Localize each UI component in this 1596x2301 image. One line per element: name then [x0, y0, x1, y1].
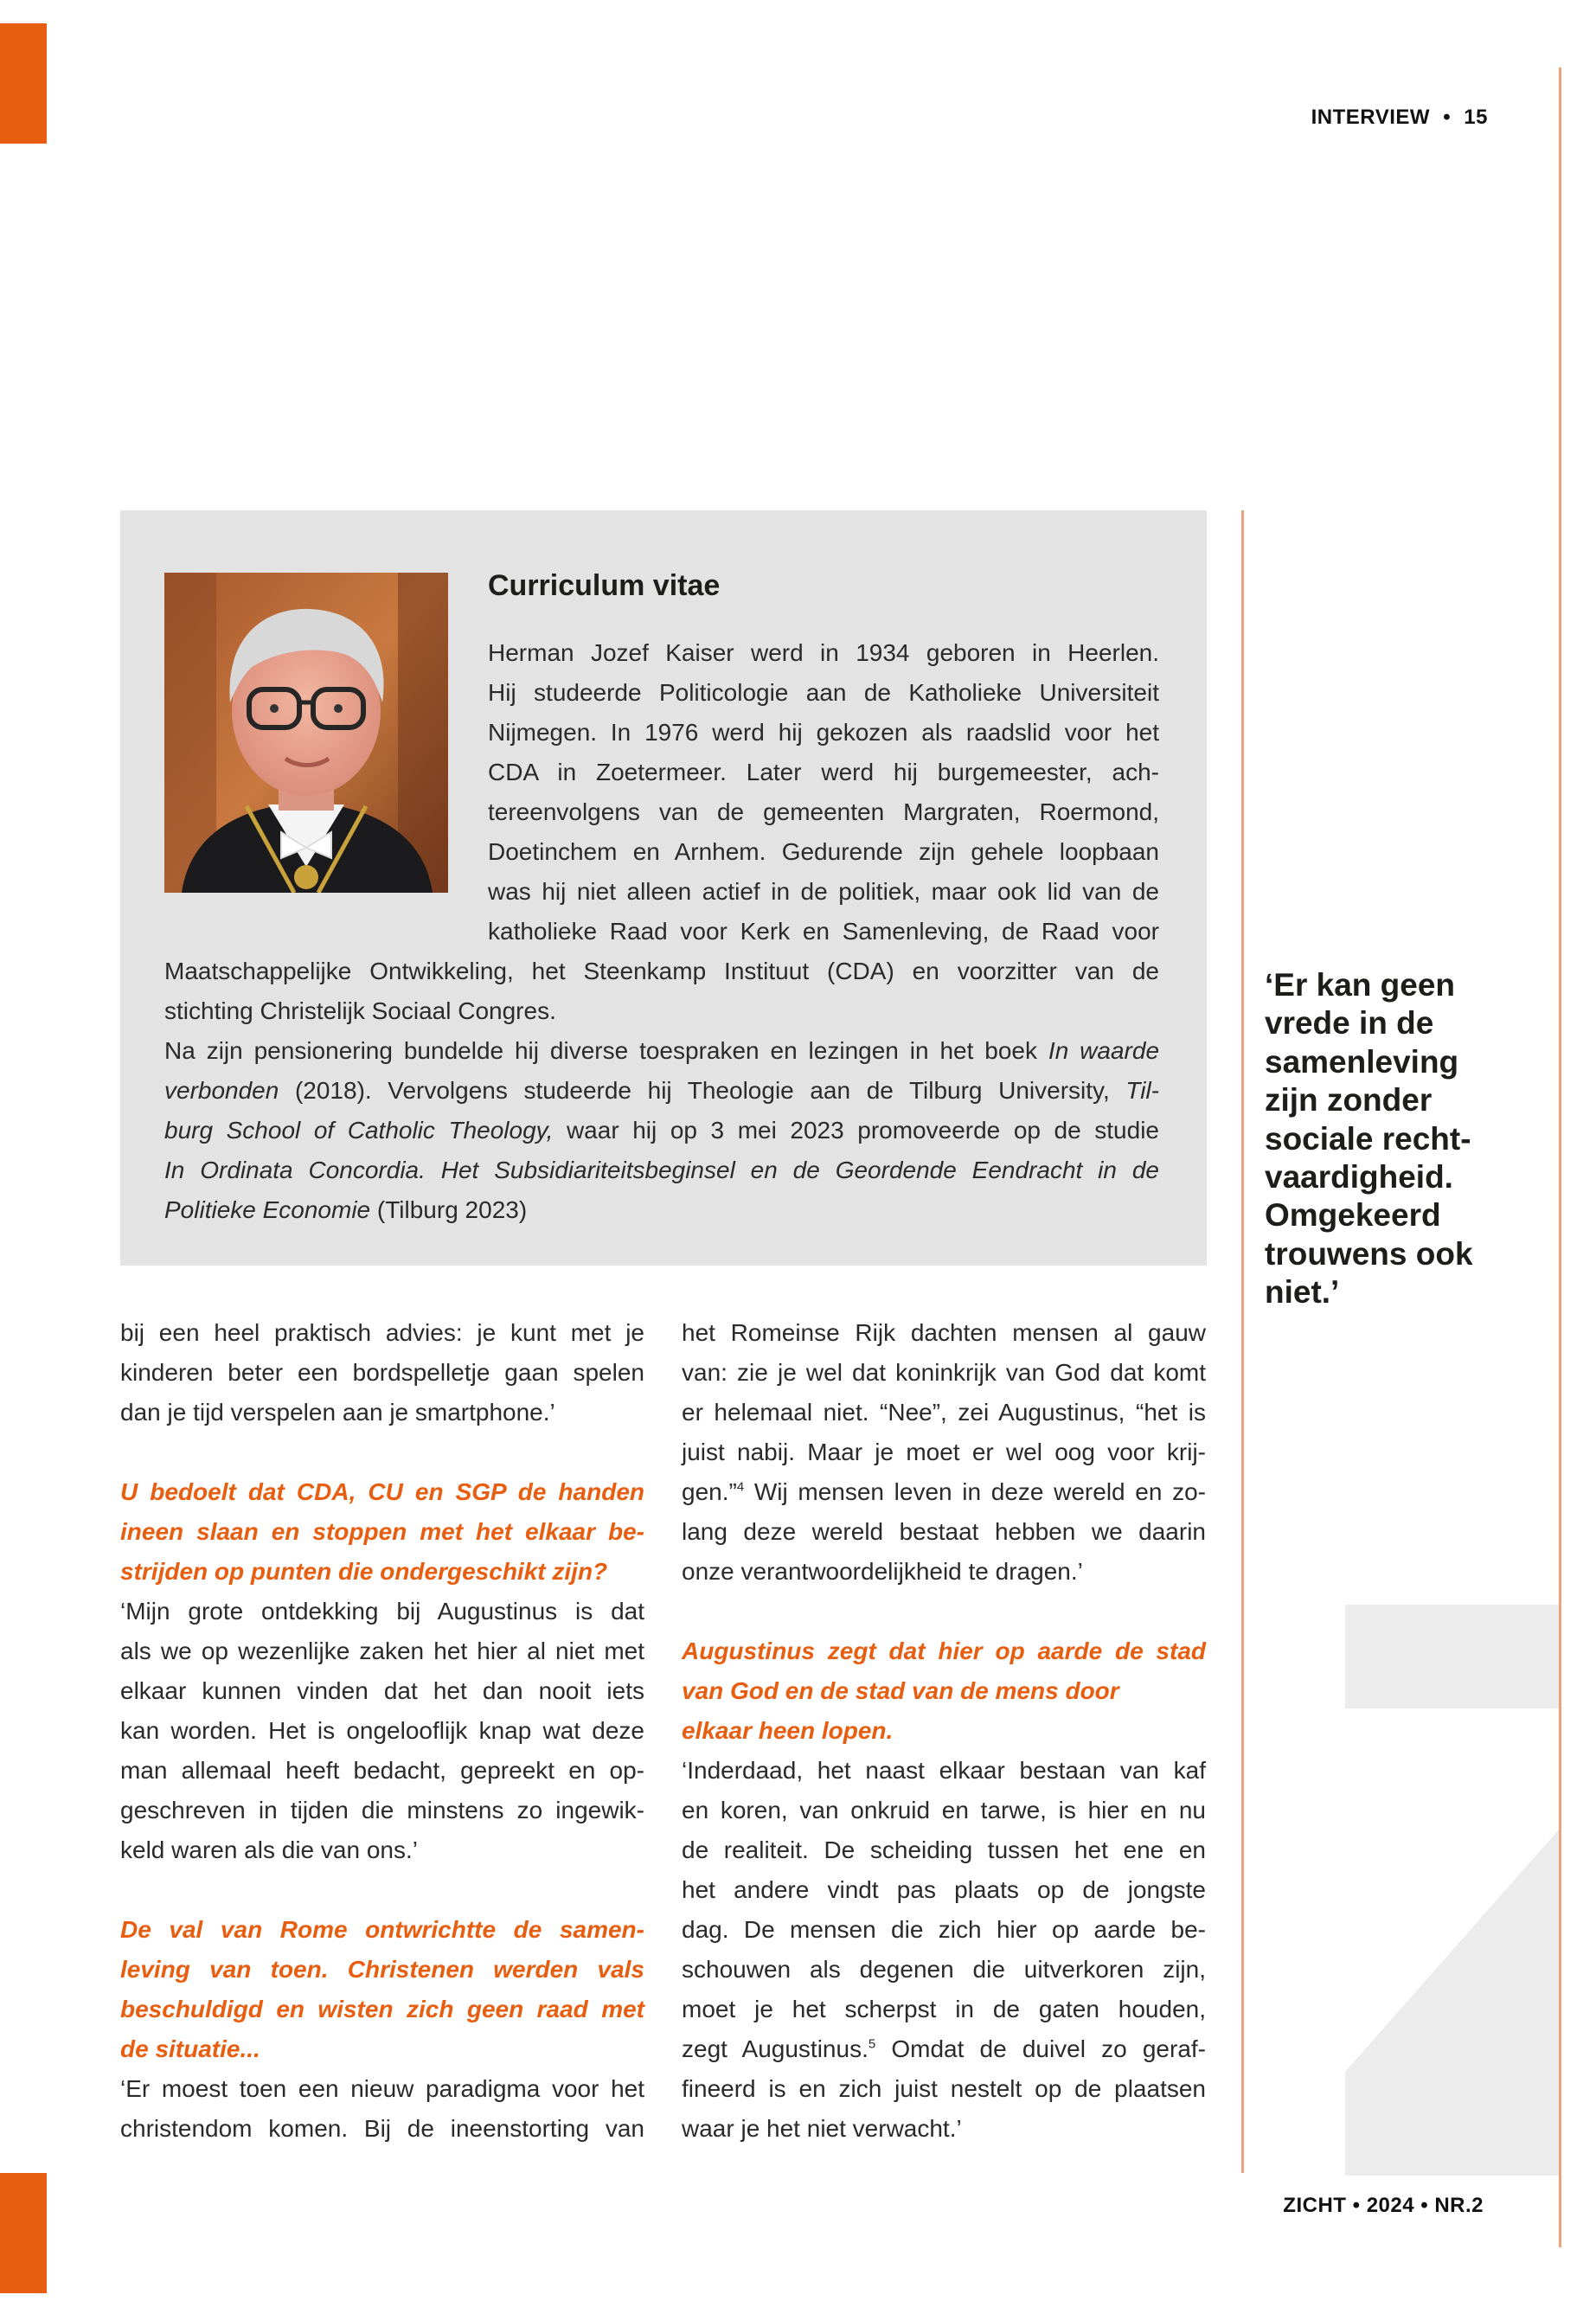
question-line: U bedoelt dat CDA, CU en SGP de handen	[120, 1478, 644, 1505]
body-line: ‘Inderdaad, het naast elkaar bestaan van kaf	[682, 1757, 1206, 1784]
cv-line	[164, 1071, 1159, 1111]
column-left	[120, 1313, 644, 2149]
body-line: kinderen beter een bordspelletje gaan spelen	[120, 1359, 644, 1386]
question-line: beschuldigd en wisten zich geen raad met	[120, 1996, 644, 2022]
cv-title: Curriculum vitae	[488, 569, 721, 602]
body-line: onze verantwoordelijkheid te dragen.’	[682, 1558, 1083, 1585]
corner-bar-top	[0, 23, 47, 144]
portrait-photo	[164, 573, 448, 893]
portrait-illustration	[164, 573, 448, 893]
book-title: verbonden	[164, 1077, 279, 1104]
pull-quote-line: zijn zonder	[1265, 1082, 1433, 1118]
cv-text-run: (Tilburg 2023)	[370, 1196, 528, 1223]
pull-quote-line: vrede in de	[1265, 1005, 1434, 1042]
footnote-ref[interactable]: 5	[868, 2036, 876, 2052]
body-text-run: Wij mensen leven in deze wereld en zo-	[744, 1478, 1206, 1505]
body-line: ‘Mijn grote ontdekking bij Augustinus is dat	[120, 1598, 644, 1625]
cv-line: Maatschappelijke Ontwikkeling, het Steenkamp Instituut (CDA) en voorzitter van de	[164, 958, 1159, 984]
body-text-run: gen.”	[682, 1478, 737, 1505]
pull-quote-line: niet.’	[1265, 1274, 1340, 1311]
body-line: moet je het scherpst in de gaten houden,	[682, 1996, 1206, 2022]
separator-dot: •	[1443, 106, 1452, 129]
body-line: en koren, van onkruid en tarwe, is hier en nu	[682, 1797, 1206, 1823]
body-line: geschreven in tijden die minstens zo ingewik-	[120, 1797, 644, 1823]
column-right	[682, 1313, 1206, 2149]
body-line: de realiteit. De scheiding tussen het ene en	[682, 1836, 1206, 1863]
question-line: ineen slaan en stoppen met het elkaar be-	[120, 1518, 644, 1545]
pull-quote	[1265, 966, 1524, 1312]
body-line: ‘Er moest toen een nieuw paradigma voor het	[120, 2075, 644, 2102]
school-name: burg School of Catholic Theology,	[164, 1117, 554, 1144]
body-line: bij een heel praktisch advies: je kunt met je	[120, 1319, 644, 1346]
cv-line: Doetinchem en Arnhem. Gedurende zijn gehele loopbaan	[488, 838, 1159, 865]
body-line: man allemaal heeft bedacht, gepreekt en op-	[120, 1757, 644, 1784]
corner-bar-bottom	[0, 2173, 47, 2293]
cv-line: stichting Christelijk Sociaal Congres.	[164, 997, 556, 1024]
cv-line: Hij studeerde Politicologie aan de Katholieke Universiteit	[488, 679, 1159, 706]
cv-text-run: (2018). Vervolgens studeerde hij Theologie aan de Tilburg University,	[279, 1077, 1126, 1104]
section-label: INTERVIEW	[1311, 106, 1431, 129]
question-line: de situatie...	[120, 2035, 260, 2062]
question-line: van God en de stad van de mens door	[682, 1677, 1119, 1704]
pull-quote-line: ‘Er kan geen	[1265, 967, 1456, 1003]
body-line: er helemaal niet. “Nee”, zei Augustinus, “het is	[682, 1399, 1206, 1426]
body-line: schouwen als degenen die uitverkoren zijn,	[682, 1956, 1206, 1983]
body-text-run: Omdat de duivel zo geraf-	[875, 2035, 1206, 2062]
body-line	[682, 1472, 1206, 1512]
body-line: lang deze wereld bestaat hebben we daarin	[682, 1518, 1206, 1545]
pull-quote-line: vaardigheid.	[1265, 1159, 1453, 1195]
cv-line	[164, 1031, 1159, 1071]
pull-quote-line: Omgekeerd	[1265, 1197, 1441, 1234]
running-foot: ZICHT • 2024 • NR.2	[1283, 2194, 1484, 2217]
body-line: het Romeinse Rijk dachten mensen al gauw	[682, 1319, 1206, 1346]
dissertation-title: Politieke Economie	[164, 1196, 371, 1223]
cv-line	[164, 1150, 1159, 1190]
cv-line: was hij niet alleen actief in de politiek, maar ook lid van de	[488, 878, 1159, 905]
paragraph-gap	[120, 1433, 644, 1472]
cv-line: katholieke Raad voor Kerk en Samenleving, de Raad voor	[488, 918, 1159, 945]
body-line: keld waren als die van ons.’	[120, 1836, 418, 1863]
right-margin-rule	[1559, 67, 1561, 2247]
paragraph-gap	[120, 1870, 644, 1910]
cv-line	[164, 1111, 1159, 1150]
body-line: elkaar kunnen vinden dat het dan nooit iets	[120, 1677, 644, 1704]
body-line: christendom komen. Bij de ineenstorting van	[120, 2115, 644, 2142]
body-line: het andere vindt pas plaats op de jongste	[682, 1876, 1206, 1903]
body-line: kan worden. Het is ongelooflijk knap wat deze	[120, 1717, 644, 1744]
pull-quote-line: samenleving	[1265, 1043, 1459, 1080]
cv-box	[120, 510, 1207, 1266]
body-line	[682, 2029, 1206, 2069]
body-line: fineerd is en zich juist nestelt op de plaatsen	[682, 2075, 1206, 2102]
cv-line	[164, 1190, 1159, 1230]
cv-line: Herman Jozef Kaiser werd in 1934 geboren in Heerlen.	[488, 639, 1159, 666]
footnote-ref[interactable]: 4	[736, 1479, 745, 1495]
school-name: Til-	[1125, 1077, 1159, 1104]
question-line: Augustinus zegt dat hier op aarde de stad	[682, 1638, 1206, 1664]
book-title: In waarde	[1048, 1037, 1160, 1064]
question-line: elkaar heen lopen.	[682, 1717, 894, 1744]
cv-text-run: Na zijn pensionering bundelde hij diverse toespraken en lezingen in het boek	[164, 1037, 1048, 1064]
body-text-run: zegt Augustinus.	[682, 2035, 869, 2062]
body-line: van: zie je wel dat koninkrijk van God dat komt	[682, 1359, 1206, 1386]
body-line: juist nabij. Maar je moet er wel oog voor krij-	[682, 1439, 1206, 1465]
body-line: waar je het niet verwacht.’	[682, 2115, 962, 2142]
dissertation-title: In Ordinata Concordia. Het Subsidiariteitsbeginsel en de Geordende Eendracht in de	[164, 1157, 1159, 1183]
cv-line: tereenvolgens van de gemeenten Margraten, Roermond,	[488, 798, 1159, 825]
cv-text-run: waar hij op 3 mei 2023 promoveerde op de studie	[553, 1117, 1159, 1144]
question-line: leving van toen. Christenen werden vals	[120, 1956, 644, 1983]
body-line: dan je tijd verspelen aan je smartphone.’	[120, 1399, 555, 1426]
question-line: strijden op punten die ondergeschikt zijn?	[120, 1558, 608, 1585]
body-line: als we op wezenlijke zaken het hier al niet met	[120, 1638, 644, 1664]
question-line: De val van Rome ontwrichtte de samen-	[120, 1916, 644, 1943]
page-number: 15	[1464, 106, 1488, 129]
body-line: dag. De mensen die zich hier op aarde be-	[682, 1916, 1206, 1943]
pull-quote-line: trouwens ook	[1265, 1235, 1473, 1272]
column-rule	[1241, 510, 1244, 2173]
running-head	[1311, 106, 1488, 130]
cv-line: CDA in Zoetermeer. Later werd hij burgemeester, ach-	[488, 759, 1159, 785]
pull-quote-line: sociale recht-	[1265, 1120, 1471, 1157]
cv-line: Nijmegen. In 1976 werd hij gekozen als raadslid voor het	[488, 719, 1159, 746]
paragraph-gap	[682, 1592, 1206, 1631]
zicht-logo-watermark	[1345, 1605, 1559, 2176]
